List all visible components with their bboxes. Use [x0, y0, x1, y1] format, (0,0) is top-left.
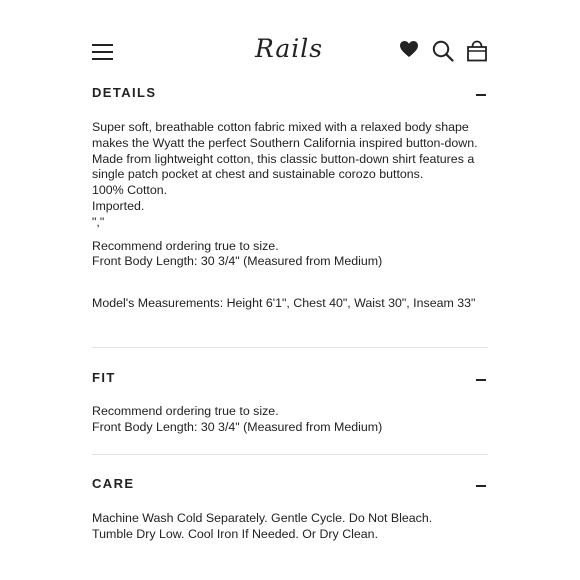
- details-stray-text: ",": [92, 214, 105, 229]
- fit-section-header[interactable]: [92, 370, 488, 390]
- site-header: [0, 0, 580, 78]
- fit-size-note: Recommend ordering true to size.: [92, 404, 279, 418]
- divider: [92, 347, 488, 348]
- details-title: DETAILS: [92, 85, 157, 100]
- details-body: [92, 120, 492, 312]
- care-line-2: Tumble Dry Low. Cool Iron If Needed. Or Dry Clean.: [92, 526, 379, 541]
- details-size-note: Recommend ordering true to size.: [92, 238, 279, 253]
- collapse-icon[interactable]: [476, 94, 486, 96]
- collapse-icon[interactable]: [476, 485, 486, 487]
- bag-icon[interactable]: [466, 40, 488, 62]
- care-line-1: Machine Wash Cold Separately. Gentle Cycle. Do Not Bleach.: [92, 511, 433, 525]
- care-section-header[interactable]: [92, 476, 488, 496]
- fit-title: FIT: [92, 370, 116, 385]
- details-origin: Imported.: [92, 198, 145, 213]
- details-description: Super soft, breathable cotton fabric mixed with a relaxed body shape makes the Wyatt the perfect Southern California inspired button-down. Made from lightweight cotton, this classic button-down shirt features a single patch pocket at chest and sustainable corozo buttons.: [92, 120, 478, 182]
- fit-body: [92, 404, 492, 436]
- collapse-icon[interactable]: [476, 379, 486, 381]
- care-body: [92, 511, 492, 543]
- search-icon[interactable]: [432, 40, 454, 62]
- details-length-note: Front Body Length: 30 3/4" (Measured from Medium): [92, 254, 383, 269]
- heart-icon[interactable]: [399, 40, 419, 58]
- details-model-note: Model's Measurements: Height 6'1", Chest 40", Waist 30", Inseam 33": [92, 296, 476, 311]
- care-title: CARE: [92, 476, 135, 491]
- details-material: 100% Cotton.: [92, 183, 168, 198]
- fit-length-note: Front Body Length: 30 3/4" (Measured from Medium): [92, 419, 383, 434]
- brand-logo[interactable]: Rails: [255, 34, 324, 63]
- menu-icon[interactable]: [92, 44, 113, 60]
- details-section-header[interactable]: [92, 85, 488, 105]
- divider: [92, 454, 488, 455]
